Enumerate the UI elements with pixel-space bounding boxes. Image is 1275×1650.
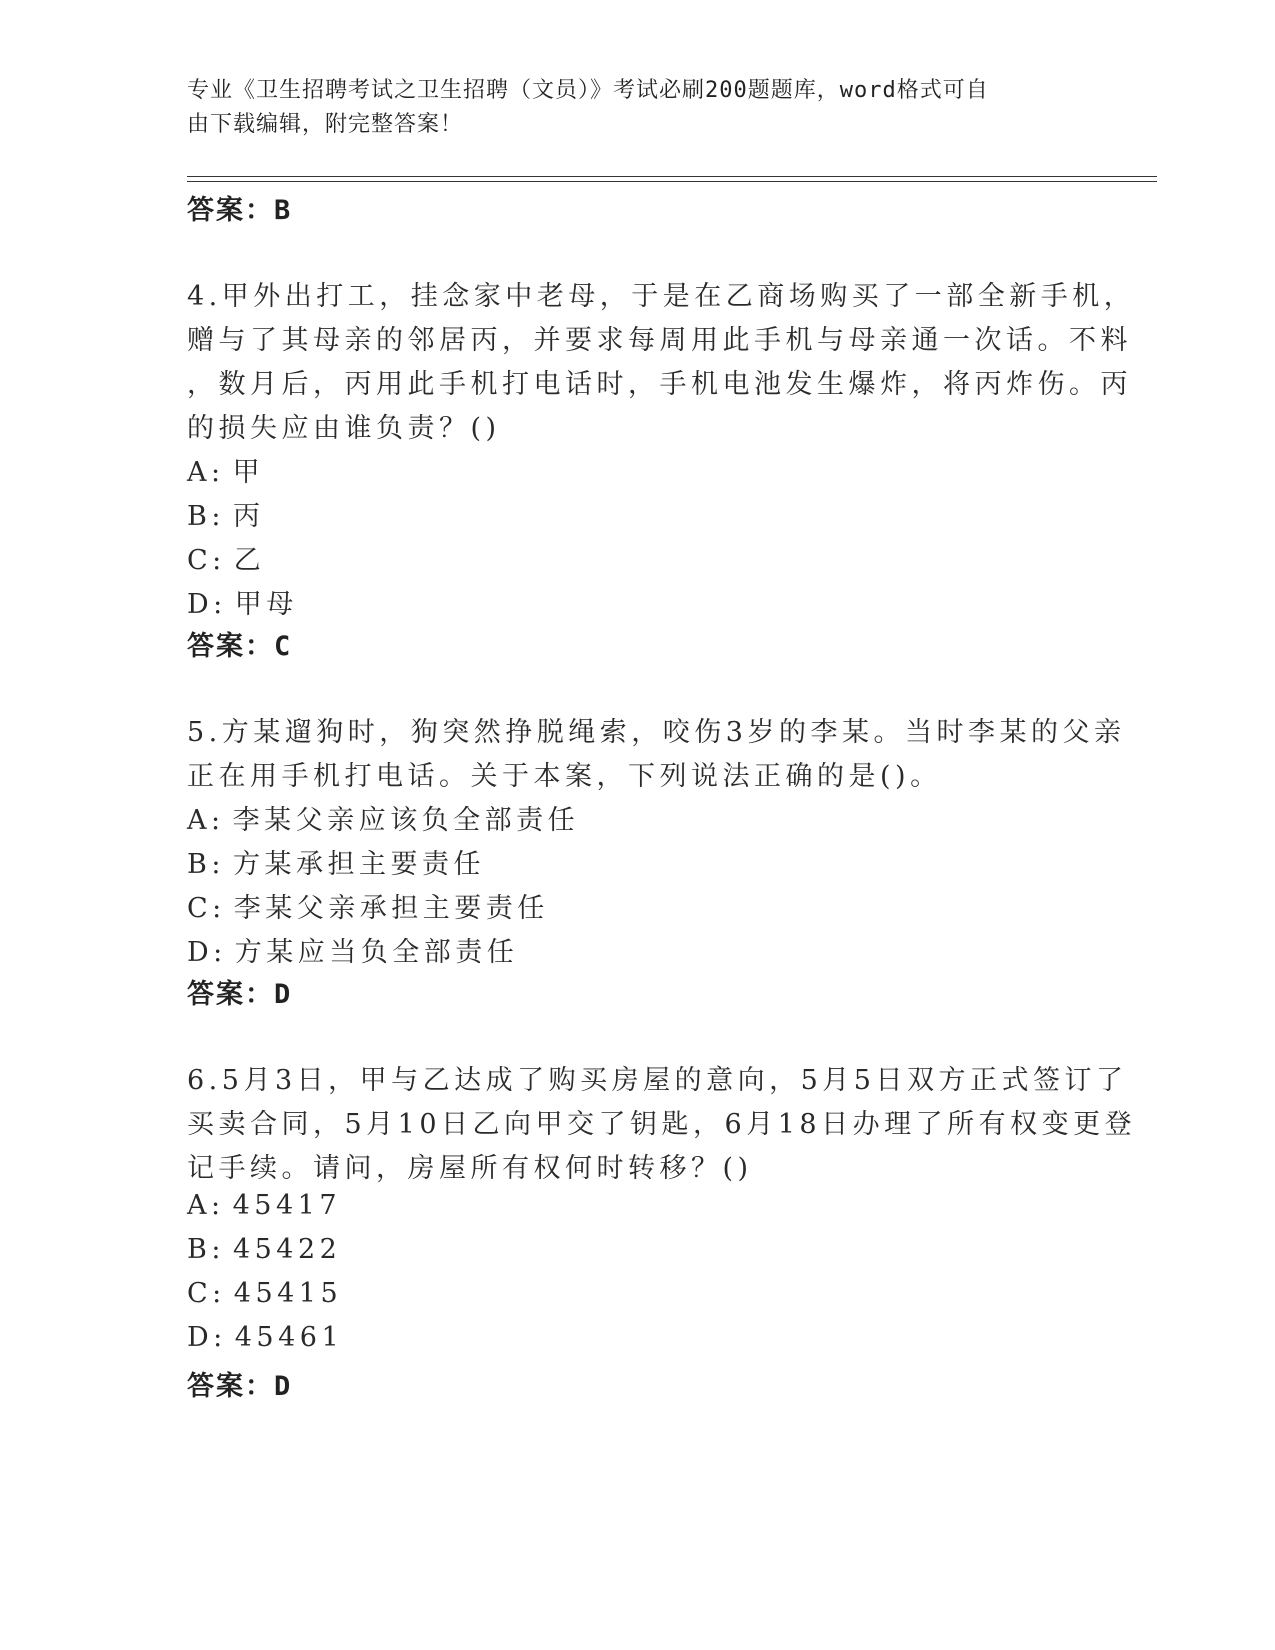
q4-stem-line-2: 赠与了其母亲的邻居丙，并要求每周用此手机与母亲通一次话。不料 — [187, 325, 1132, 356]
document-header — [187, 74, 1067, 142]
q4-option-b: B: 丙 — [187, 501, 265, 532]
q4-answer: 答案：C — [187, 631, 293, 662]
header-line-2: 由下载编辑，附完整答案！ — [187, 112, 464, 137]
q6-stem-line-1: 6.5月3日，甲与乙达成了购买房屋的意向，5月5日双方正式签订了 — [187, 1065, 1128, 1096]
q5-option-d: D: 方某应当负全部责任 — [187, 937, 519, 968]
q5-option-c: C: 李某父亲承担主要责任 — [187, 893, 549, 924]
header-divider-top — [187, 176, 1157, 177]
q4-option-d: D: 甲母 — [187, 589, 298, 620]
q6-stem-line-2: 买卖合同，5月10日乙向甲交了钥匙，6月18日办理了所有权变更登 — [187, 1109, 1137, 1140]
q6-answer: 答案：D — [187, 1371, 293, 1402]
q5-answer: 答案：D — [187, 979, 293, 1010]
header-line-1: 专业《卫生招聘考试之卫生招聘（文员）》考试必刷200题题库，word格式可自 — [187, 78, 989, 103]
q4-stem-line-4: 的损失应由谁负责？() — [187, 413, 501, 444]
q5-stem-line-2: 正在用手机打电话。关于本案，下列说法正确的是()。 — [187, 761, 942, 792]
header-divider-bottom — [187, 181, 1157, 182]
q4-option-c: C: 乙 — [187, 545, 266, 576]
q6-option-d: D: 45461 — [187, 1322, 344, 1353]
answer-prev: 答案：B — [187, 195, 293, 226]
q5-stem-line-1: 5.方某遛狗时，狗突然挣脱绳索，咬伤3岁的李某。当时李某的父亲 — [187, 717, 1126, 748]
q6-option-a: A: 45417 — [187, 1190, 342, 1221]
q5-option-a: A: 李某父亲应该负全部责任 — [187, 805, 580, 836]
q5-option-b: B: 方某承担主要责任 — [187, 849, 485, 880]
q4-stem-line-3: ，数月后，丙用此手机打电话时，手机电池发生爆炸，将丙炸伤。丙 — [187, 369, 1132, 400]
q4-stem-line-1: 4.甲外出打工，挂念家中老母，于是在乙商场购买了一部全新手机， — [187, 281, 1136, 312]
q6-stem-line-3: 记手续。请问，房屋所有权何时转移？() — [187, 1153, 753, 1184]
q6-option-b: B: 45422 — [187, 1234, 342, 1265]
q6-option-c: C: 45415 — [187, 1278, 343, 1309]
q4-option-a: A: 甲 — [187, 457, 265, 488]
